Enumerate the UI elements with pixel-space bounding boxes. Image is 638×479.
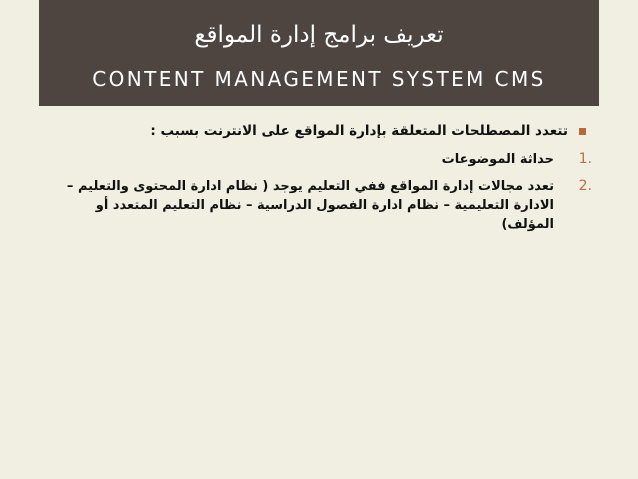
- numbered-item-2: [56, 177, 594, 234]
- item-text: تعدد مجالات إدارة المواقع ففي التعليم يوجد ( نظام ادارة المحتوى والتعليم – الادارة التعليمية – نظام ادارة الفصول الدراسية – نظام التعليم المتعدد أو المؤلف): [66, 179, 554, 232]
- item-number: 2.: [578, 178, 592, 194]
- item-number: 1.: [578, 151, 592, 167]
- slide-title-english: CONTENT MANAGEMENT SYSTEM CMS: [92, 67, 546, 91]
- bullet-item: [56, 120, 594, 142]
- title-bar: [39, 0, 599, 106]
- square-bullet-icon: [579, 128, 586, 135]
- item-text: حداثة الموضوعات: [441, 152, 554, 167]
- slide-content: [56, 120, 594, 234]
- bullet-text: تتعدد المصطلحات المتعلقة بإدارة المواقع على الانترنت بسبب :: [150, 123, 568, 139]
- numbered-item-1: [56, 150, 594, 169]
- slide-title-arabic: تعريف برامج إدارة المواقع: [194, 22, 444, 48]
